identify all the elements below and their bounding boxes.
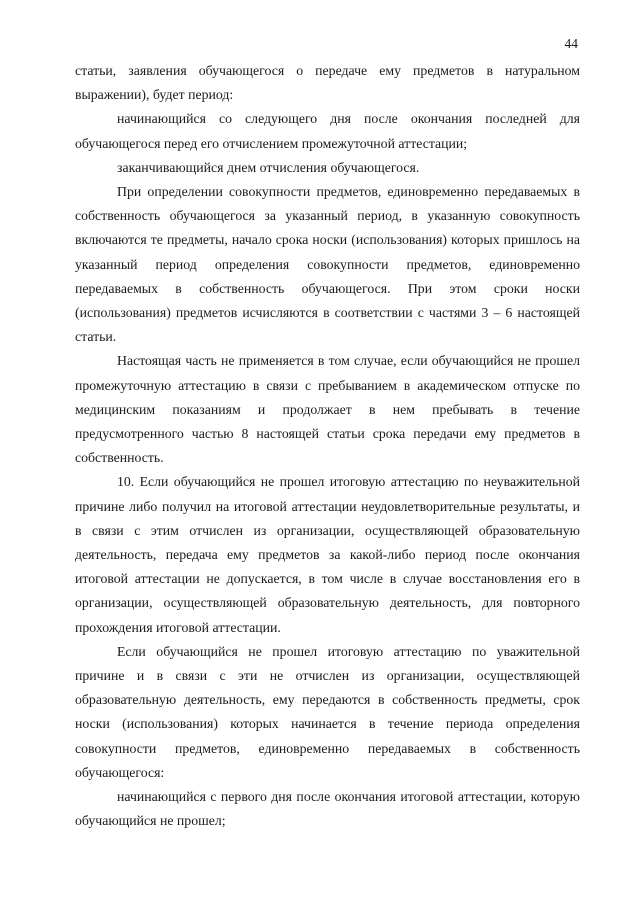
paragraph-2: начинающийся со следующего дня после окончания последней для обучающегося перед его отчислением промежуточной аттестации; bbox=[75, 111, 580, 151]
paragraph-7: Если обучающийся не прошел итоговую аттестацию по уважительной причине и в связи с эти не отчислен из организации, осуществляющей образовательную деятельность, ему передаются в собственность предметы, срок носки (использования) которых начинается в течение периода определения совокупности предметов, единовременно передаваемых в собственность обучающегося: bbox=[75, 643, 580, 780]
page-number: 44 bbox=[564, 36, 578, 51]
paragraph-8: начинающийся с первого дня после окончания итоговой аттестации, которую обучающийся не прошел; bbox=[75, 789, 580, 829]
paragraph-3: заканчивающийся днем отчисления обучающегося. bbox=[117, 159, 420, 175]
paragraph-6: 10. Если обучающийся не прошел итоговую аттестацию по неуважительной причине либо получил на итоговой аттестации неудовлетворительные результаты, и в связи с этим отчислен из организации, осуществляющей образовательную деятельность, передача ему предметов за какой-либо период после окончания итоговой аттестации не допускается, в том числе в случае восстановления его в организации, осуществляющей образовательную деятельность, для повторного прохождения итоговой аттестации. bbox=[75, 474, 580, 635]
paragraph-5: Настоящая часть не применяется в том случае, если обучающийся не прошел промежуточную аттестацию в связи с пребыванием в академическом отпуске по медицинским показаниям и продолжает в нем пребывать в течение предусмотренного частью 8 настоящей статьи срока передачи ему предметов в собственность. bbox=[75, 353, 580, 466]
document-body bbox=[75, 59, 580, 834]
paragraph-4: При определении совокупности предметов, единовременно передаваемых в собственность обучающегося за указанный период, в указанную совокупность включаются те предметы, начало срока носки (использования) которых пришлось на указанный период определения совокупности предметов, единовременно передаваемых в собственность обучающегося. При этом сроки носки (использования) предметов исчисляются в соответствии с частями 3 – 6 настоящей статьи. bbox=[75, 184, 580, 345]
paragraph-1: статьи, заявления обучающегося о передаче ему предметов в натуральном выражении), будет период: bbox=[75, 63, 580, 103]
